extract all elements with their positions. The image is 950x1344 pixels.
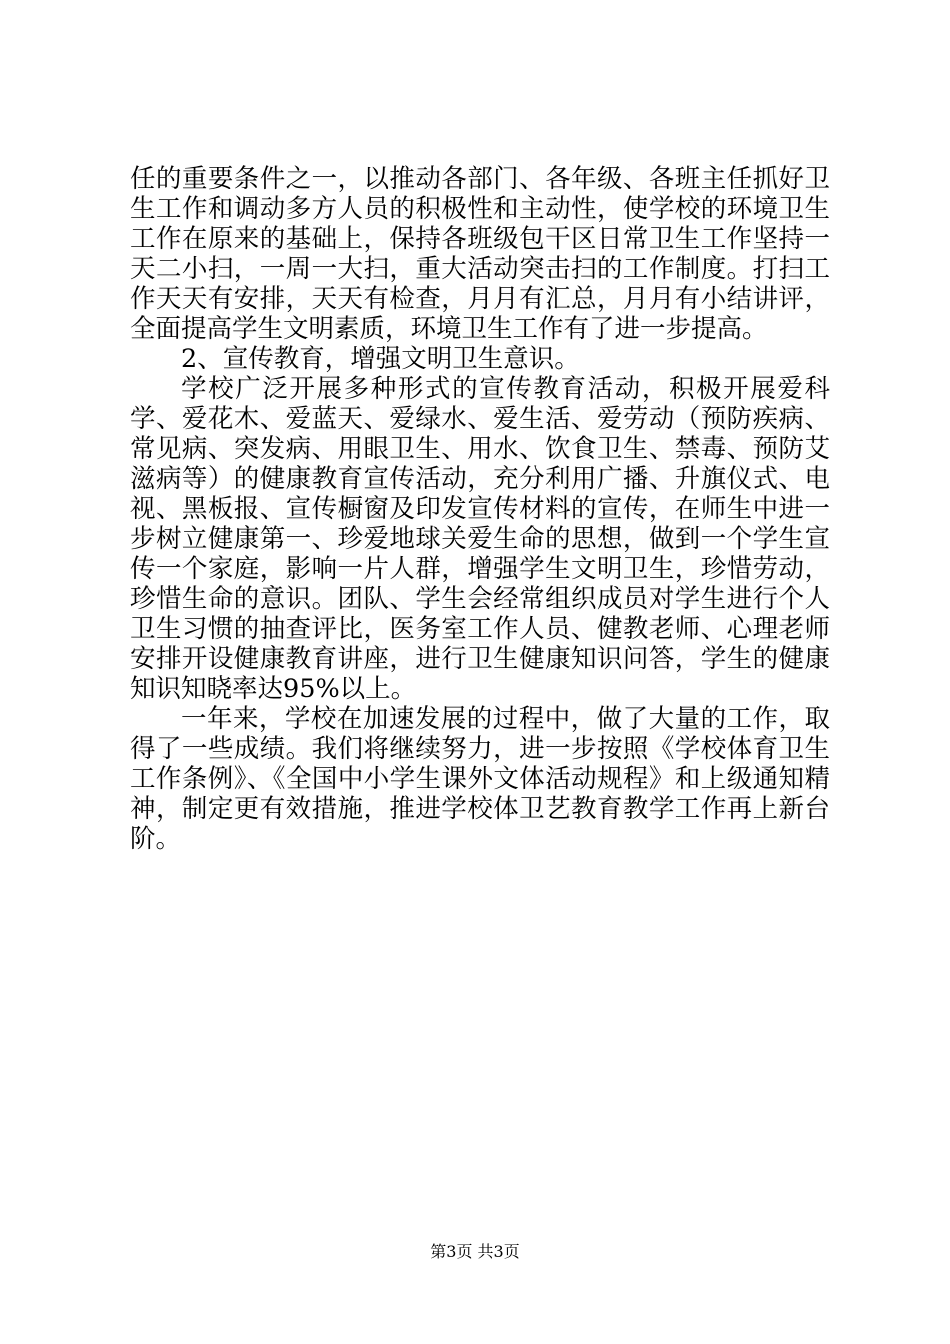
document-body: [130, 164, 830, 854]
paragraph-continuation: 任的重要条件之一，以推动各部门、各年级、各班主任抓好卫生工作和调动多方人员的积极性和主动性，使学校的环境卫生工作在原来的基础上，保持各班级包干区日常卫生工作坚持一天二小扫，一周一大扫，重大活动突击扫的工作制度。打扫工作天天有安排，天天有检查，月月有汇总，月月有小结讲评，全面提高学生文明素质，环境卫生工作有了进一步提高。: [130, 164, 830, 344]
page-number: 第3页 共3页: [430, 1242, 520, 1261]
paragraph-conclusion: 一年来，学校在加速发展的过程中，做了大量的工作，取得了一些成绩。我们将继续努力，进一步按照《学校体育卫生工作条例》、《全国中小学生课外文体活动规程》和上级通知精神，制定更有效措施，推进学校体卫艺教育教学工作再上新台阶。: [130, 704, 830, 854]
page-footer: [0, 1242, 950, 1262]
section-heading: 2、宣传教育，增强文明卫生意识。: [181, 344, 580, 374]
paragraph-education: 学校广泛开展多种形式的宣传教育活动，积极开展爱科学、爱花木、爱蓝天、爱绿水、爱生活、爱劳动（预防疾病、常见病、突发病、用眼卫生、用水、饮食卫生、禁毒、预防艾滋病等）的健康教育宣传活动，充分利用广播、升旗仪式、电视、黑板报、宣传橱窗及印发宣传材料的宣传，在师生中进一步树立健康第一、珍爱地球关爱生命的思想，做到一个学生宣传一个家庭，影响一片人群，增强学生文明卫生，珍惜劳动，珍惜生命的意识。团队、学生会经常组织成员对学生进行个人卫生习惯的抽查评比，医务室工作人员、健教老师、心理老师安排开设健康教育讲座，进行卫生健康知识问答，学生的健康知识知晓率达95%以上。: [130, 374, 830, 704]
